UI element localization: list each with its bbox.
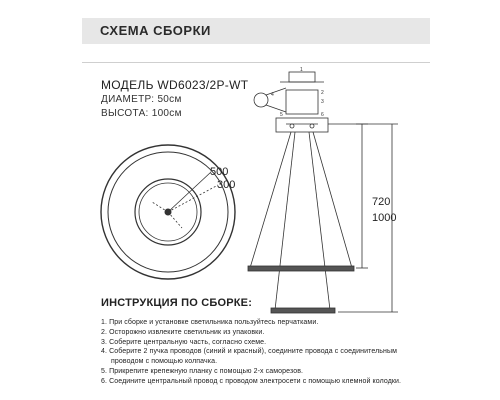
cable-outer-left — [250, 132, 291, 268]
instruction-step: 6. Соедините центральный провод с проводом электросети с помощью клемной колодки. — [101, 377, 402, 385]
instruction-step: 3. Соберите центральную часть, согласно схеме. — [101, 338, 267, 346]
instructions-list — [101, 318, 401, 387]
model-label: МОДЕЛЬ WD6023/2P-WT — [101, 78, 249, 92]
instruction-step: 4. Соберите 2 пучка проводов (синий и красный), соедините провода с соединительным — [101, 348, 398, 356]
instruction-step: 5. Прикрепите крепежную планку с помощью 2-х саморезов. — [101, 367, 304, 375]
callout-5: 5 — [280, 112, 283, 118]
spec-height: ВЫСОТА: 100см — [101, 108, 182, 119]
upper-ring-side — [248, 266, 354, 271]
instructions-title: ИНСТРУКЦИЯ ПО СБОРКЕ: — [101, 297, 253, 309]
canopy-base — [276, 118, 328, 132]
cable-outer-right — [313, 132, 352, 268]
spec-diameter: ДИАМЕТР: 50см — [101, 94, 182, 105]
callout-2: 2 — [321, 90, 324, 96]
page-title: СХЕМА СБОРКИ — [100, 23, 211, 38]
instruction-step: 1. При сборке и установке светильника пользуйтесь перчатками. — [101, 319, 319, 326]
mount-block — [286, 90, 318, 114]
dim-label-720: 720 — [372, 196, 391, 208]
cable-inner-right — [309, 132, 330, 310]
dim-label-300: 300 — [217, 179, 236, 191]
lower-ring-side — [271, 308, 335, 313]
callout-4: 4 — [271, 92, 274, 98]
callout-1: 1 — [300, 67, 303, 73]
detail-circle — [254, 93, 268, 107]
dim-label-1000: 1000 — [372, 212, 397, 224]
side-view — [248, 72, 398, 313]
callout-6: 6 — [321, 112, 324, 118]
instruction-step: 2. Осторожно извлеките светильник из упаковки. — [101, 328, 265, 336]
dim-label-500: 500 — [210, 166, 229, 178]
instruction-step: проводом с помощью колпачка. — [111, 358, 218, 366]
callout-3: 3 — [321, 99, 324, 105]
canopy-cap — [289, 72, 315, 82]
cable-inner-left — [275, 132, 295, 310]
